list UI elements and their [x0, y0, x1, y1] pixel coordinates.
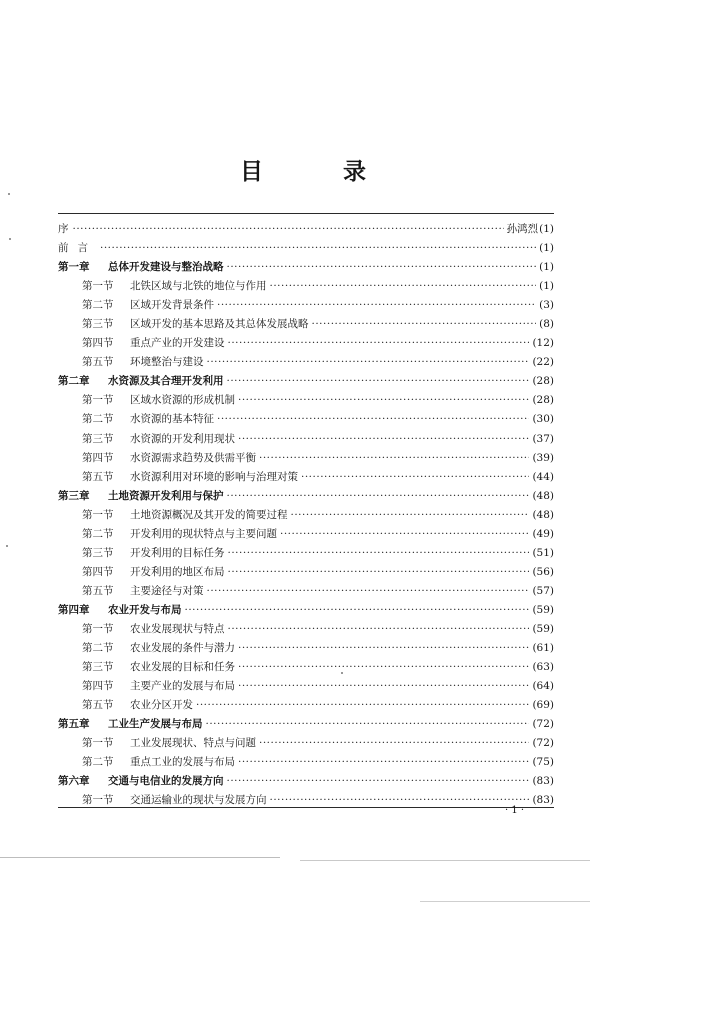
- toc-entry-label: 开发利用的现状特点与主要问题: [130, 527, 277, 540]
- toc-entry-page: (51): [532, 546, 554, 559]
- toc-section-entry: [58, 391, 554, 410]
- toc-entry-number: 第四节: [82, 565, 114, 578]
- toc-section-entry: [58, 639, 554, 658]
- toc-front-entry: [58, 220, 554, 239]
- scan-speck: [8, 193, 10, 195]
- toc-section-entry: [58, 334, 554, 353]
- toc-chapter-entry: [58, 772, 554, 791]
- toc-entry-page: (56): [532, 565, 554, 578]
- toc-entry-label: 农业发展的目标和任务: [130, 661, 235, 674]
- toc-entry-page: (61): [532, 642, 554, 655]
- toc-leader-dots: [217, 410, 529, 429]
- toc-section-entry: [58, 449, 554, 468]
- toc-leader-dots: [206, 715, 530, 734]
- toc-entry-page: (8): [539, 318, 554, 331]
- toc-entry-number: 第四章: [58, 603, 90, 616]
- toc-entry-label: 农业开发与布局: [108, 603, 182, 616]
- toc-leader-dots: [280, 525, 529, 544]
- toc-entry-page: (63): [532, 661, 554, 674]
- toc-entry-author: 孙鸿烈: [506, 223, 539, 235]
- toc-entry-number: 第二节: [82, 299, 114, 312]
- toc-entry-label: 水资源需求趋势及供需平衡: [130, 451, 256, 464]
- toc-chapter-entry: [58, 487, 554, 506]
- toc-entry-page: (57): [532, 584, 554, 597]
- toc-entry-label: 农业分区开发: [130, 699, 193, 712]
- toc-entry-page: (1): [539, 280, 554, 293]
- toc-entry-label: 区域开发背景条件: [130, 299, 214, 312]
- toc-entry-page: (75): [532, 756, 554, 769]
- toc-top-rule: [58, 213, 554, 214]
- toc-entry-label: 土地资源开发利用与保护: [108, 489, 224, 502]
- scan-speck: [341, 672, 343, 674]
- toc-section-entry: [58, 277, 554, 296]
- toc-entry-label: 开发利用的目标任务: [130, 546, 225, 559]
- toc-section-entry: [58, 525, 554, 544]
- toc-section-entry: [58, 353, 554, 372]
- toc-section-entry: [58, 677, 554, 696]
- toc-entry-label: 交通与电信业的发展方向: [108, 775, 224, 788]
- toc-leader-dots: [259, 734, 529, 753]
- toc-entry-number: 第二节: [82, 756, 114, 769]
- toc-entry-label: 主要途径与对策: [130, 584, 204, 597]
- toc-title-char-1: 目: [240, 159, 263, 185]
- toc-section-entry: [58, 563, 554, 582]
- toc-entry-number: 第二章: [58, 375, 90, 388]
- toc-entry-number: 第一节: [82, 794, 114, 807]
- toc-entry-label: 水资源的开发利用现状: [130, 432, 235, 445]
- toc-entry-label: 序: [58, 223, 70, 235]
- toc-leader-dots: [238, 753, 529, 772]
- toc-section-entry: [58, 734, 554, 753]
- toc-entry-label: 主要产业的发展与布局: [130, 680, 235, 693]
- toc-entry-label: 水资源的基本特征: [130, 413, 214, 426]
- toc-entry-page: (1): [539, 223, 554, 235]
- toc-entry-page: (72): [532, 718, 554, 731]
- toc-entry-page: (44): [532, 470, 554, 483]
- toc-section-entry: [58, 753, 554, 772]
- toc-entry-number: 第六章: [58, 775, 90, 788]
- toc-leader-dots: [312, 315, 537, 334]
- toc-bottom-rule: [58, 807, 554, 808]
- toc-section-entry: [58, 658, 554, 677]
- toc-entry-label: 区域开发的基本思路及其总体发展战略: [130, 318, 309, 331]
- toc-entry-number: 第五节: [82, 470, 114, 483]
- toc-entry-label: 农业发展现状与特点: [130, 622, 225, 635]
- table-of-contents: [58, 220, 554, 810]
- toc-leader-dots: [228, 620, 530, 639]
- scan-artifact-line: [420, 901, 590, 902]
- toc-entry-page: (72): [532, 737, 554, 750]
- toc-entry-page: (1): [539, 261, 554, 274]
- toc-entry-number: 第二节: [82, 527, 114, 540]
- toc-entry-label: 前言: [58, 242, 97, 255]
- toc-entry-label: 工业生产发展与布局: [108, 718, 203, 731]
- toc-entry-number: 第四节: [82, 451, 114, 464]
- scan-artifact-line: [0, 857, 280, 858]
- toc-entry-number: 第三节: [82, 432, 114, 445]
- toc-front-entry: [58, 239, 554, 258]
- toc-leader-dots: [238, 430, 529, 449]
- toc-leader-dots: [185, 601, 530, 620]
- toc-entry-number: 第五章: [58, 718, 90, 731]
- toc-entry-label: 工业发展现状、特点与问题: [130, 737, 256, 750]
- toc-leader-dots: [207, 582, 530, 601]
- toc-entry-label: 重点产业的开发建设: [130, 337, 225, 350]
- toc-entry-number: 第四节: [82, 680, 114, 693]
- toc-leader-dots: [207, 353, 530, 372]
- toc-chapter-entry: [58, 715, 554, 734]
- toc-entry-label: 农业发展的条件与潜力: [130, 642, 235, 655]
- toc-leader-dots: [238, 658, 529, 677]
- toc-entry-label: 开发利用的地区布局: [130, 565, 225, 578]
- toc-entry-page: (49): [532, 527, 554, 540]
- toc-entry-page: (69): [532, 699, 554, 712]
- toc-entry-number: 第一节: [82, 508, 114, 521]
- toc-section-entry: [58, 468, 554, 487]
- toc-entry-number: 第一节: [82, 280, 114, 293]
- toc-chapter-entry: [58, 601, 554, 620]
- toc-section-entry: [58, 506, 554, 525]
- toc-entry-number: 第三节: [82, 318, 114, 331]
- toc-entry-number: 第五节: [82, 584, 114, 597]
- scan-artifact-line: [300, 860, 590, 861]
- toc-entry-page: (3): [539, 299, 554, 312]
- toc-leader-dots: [196, 696, 529, 715]
- toc-entry-page: (83): [532, 775, 554, 788]
- toc-leader-dots: [227, 258, 537, 277]
- toc-entry-page: (1): [539, 242, 554, 255]
- toc-title-char-2: 录: [343, 159, 366, 185]
- toc-entry-number: 第一节: [82, 737, 114, 750]
- toc-entry-page: (59): [532, 622, 554, 635]
- scan-speck: [6, 545, 8, 547]
- toc-leader-dots: [238, 391, 529, 410]
- toc-entry-label: 土地资源概况及其开发的简要过程: [130, 508, 288, 521]
- toc-leader-dots: [259, 449, 529, 468]
- toc-entry-page: (37): [532, 432, 554, 445]
- toc-entry-page: (30): [532, 413, 554, 426]
- toc-leader-dots: [270, 277, 537, 296]
- toc-entry-page: (59): [532, 603, 554, 616]
- toc-entry-label: 重点工业的发展与布局: [130, 756, 235, 769]
- scan-speck: [9, 238, 11, 240]
- toc-entry-label: 总体开发建设与整治战略: [108, 261, 224, 274]
- toc-entry-number: 第三节: [82, 546, 114, 559]
- toc-leader-dots: [228, 334, 530, 353]
- toc-entry-number: 第二节: [82, 642, 114, 655]
- toc-leader-dots: [291, 506, 530, 525]
- toc-section-entry: [58, 620, 554, 639]
- toc-entry-page: (12): [532, 337, 554, 350]
- toc-leader-dots: [228, 563, 530, 582]
- toc-section-entry: [58, 315, 554, 334]
- toc-entry-number: 第四节: [82, 337, 114, 350]
- toc-section-entry: [58, 696, 554, 715]
- toc-leader-dots: [238, 677, 529, 696]
- toc-chapter-entry: [58, 372, 554, 391]
- toc-chapter-entry: [58, 258, 554, 277]
- toc-entry-number: 第三节: [82, 661, 114, 674]
- toc-entry-number: 第五节: [82, 356, 114, 369]
- toc-entry-page: (22): [532, 356, 554, 369]
- toc-entry-number: 第一节: [82, 622, 114, 635]
- toc-section-entry: [58, 430, 554, 449]
- toc-title: [0, 157, 714, 187]
- toc-entry-number: 第一节: [82, 394, 114, 407]
- toc-leader-dots: [227, 772, 530, 791]
- toc-entry-label: 区域水资源的形成机制: [130, 394, 235, 407]
- toc-entry-page: (48): [532, 508, 554, 521]
- toc-section-entry: [58, 544, 554, 563]
- toc-entry-page: (28): [532, 394, 554, 407]
- toc-entry-label: 水资源及其合理开发利用: [108, 375, 224, 388]
- toc-entry-number: 第二节: [82, 413, 114, 426]
- toc-section-entry: [58, 582, 554, 601]
- toc-entry-number: 第五节: [82, 699, 114, 712]
- toc-leader-dots: [73, 220, 504, 239]
- toc-leader-dots: [227, 372, 530, 391]
- toc-section-entry: [58, 410, 554, 429]
- toc-entry-number: 第三章: [58, 489, 90, 502]
- toc-entry-page: (64): [532, 680, 554, 693]
- page-number: · 1 ·: [505, 805, 525, 816]
- toc-entry-page: (39): [532, 451, 554, 464]
- toc-leader-dots: [238, 639, 529, 658]
- toc-leader-dots: [227, 487, 530, 506]
- toc-entry-number: 第一章: [58, 261, 90, 274]
- toc-leader-dots: [301, 468, 529, 487]
- toc-leader-dots: [100, 239, 536, 258]
- toc-leader-dots: [228, 544, 530, 563]
- toc-entry-page: (83): [532, 794, 554, 807]
- toc-section-entry: [58, 296, 554, 315]
- toc-entry-label: 水资源利用对环境的影响与治理对策: [130, 470, 298, 483]
- toc-entry-label: 环境整治与建设: [130, 356, 204, 369]
- toc-entry-label: 交通运输业的现状与发展方向: [130, 794, 267, 807]
- toc-entry-label: 北铁区域与北铁的地位与作用: [130, 280, 267, 293]
- toc-entry-page: (48): [532, 489, 554, 502]
- toc-leader-dots: [217, 296, 536, 315]
- toc-entry-page: (28): [532, 375, 554, 388]
